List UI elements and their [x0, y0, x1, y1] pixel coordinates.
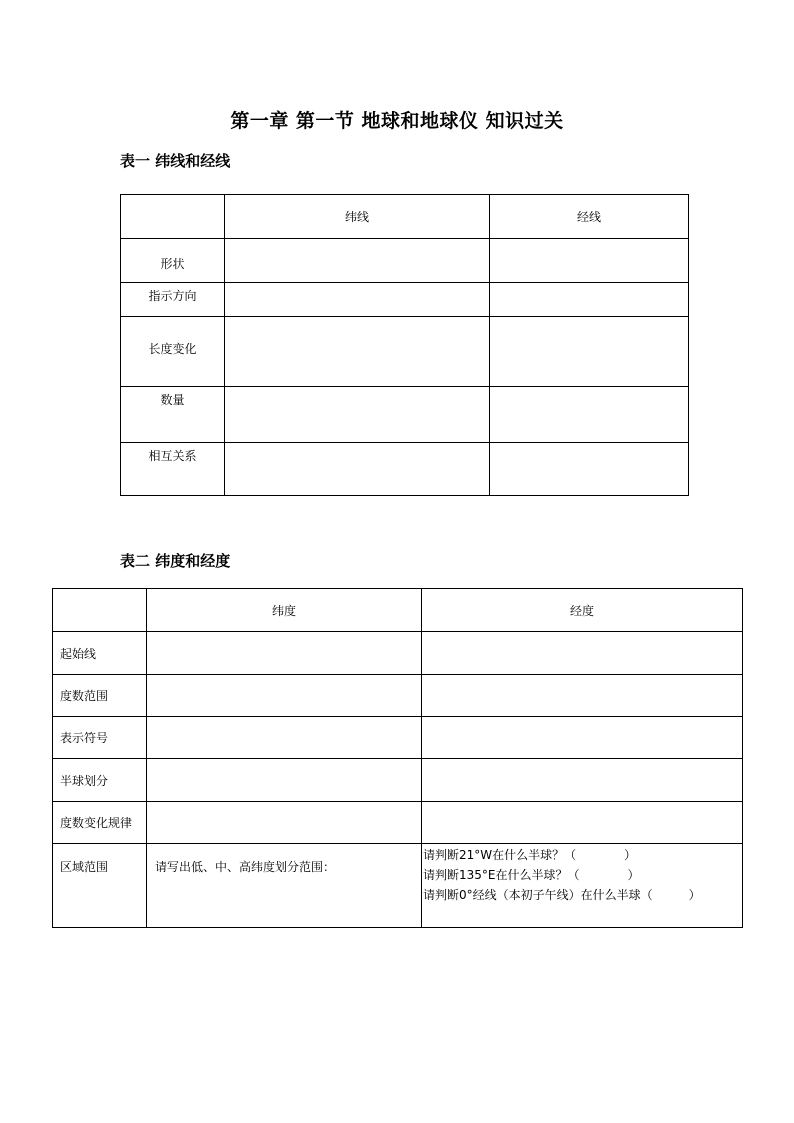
table-header-row	[53, 589, 743, 632]
answer-cell[interactable]	[422, 759, 743, 802]
table-row	[121, 239, 689, 283]
row-label: 长度变化	[121, 317, 225, 387]
answer-cell[interactable]	[225, 283, 490, 317]
answer-cell[interactable]	[422, 844, 743, 928]
answer-cell[interactable]	[490, 239, 689, 283]
row-label: 相互关系	[121, 443, 225, 496]
table-header-cell	[121, 195, 225, 239]
table-row	[53, 632, 743, 675]
answer-cell[interactable]	[490, 317, 689, 387]
table-header-row	[121, 195, 689, 239]
row-label: 区域范围	[53, 844, 147, 928]
answer-cell[interactable]	[147, 802, 422, 844]
table-row	[121, 283, 689, 317]
table-row	[53, 675, 743, 717]
answer-cell[interactable]	[490, 387, 689, 443]
row-label: 半球划分	[53, 759, 147, 802]
answer-cell[interactable]	[147, 632, 422, 675]
latitude-division-prompt: 请写出低、中、高纬度划分范围：	[155, 860, 336, 874]
table-row	[53, 844, 743, 928]
row-label: 起始线	[53, 632, 147, 675]
hemisphere-question: 请判断135°E在什么半球？（ ）	[423, 868, 640, 882]
table-header-cell: 经度	[422, 589, 743, 632]
page-title: 第一章 第一节 地球和地球仪 知识过关	[230, 110, 564, 132]
answer-cell[interactable]	[490, 443, 689, 496]
row-label: 形状	[121, 239, 225, 283]
table-header-cell: 经线	[490, 195, 689, 239]
row-label: 表示符号	[53, 717, 147, 759]
answer-cell[interactable]	[225, 317, 490, 387]
answer-cell[interactable]	[147, 675, 422, 717]
table-row	[121, 443, 689, 496]
row-label: 指示方向	[121, 283, 225, 317]
row-label: 度数变化规律	[53, 802, 147, 844]
table-row	[53, 802, 743, 844]
row-label: 度数范围	[53, 675, 147, 717]
table-header-cell: 纬线	[225, 195, 490, 239]
answer-cell[interactable]	[422, 675, 743, 717]
table-header-cell: 纬度	[147, 589, 422, 632]
answer-cell[interactable]	[147, 717, 422, 759]
hemisphere-question: 请判断0°经线（本初子午线）在什么半球（ ）	[423, 888, 701, 902]
table1-caption: 表一 纬线和经线	[120, 152, 231, 170]
table-row	[121, 387, 689, 443]
latitude-longitude-lines-table	[120, 194, 689, 496]
hemisphere-question: 请判断21°W在什么半球？（ ）	[423, 848, 637, 862]
latitude-longitude-degrees-table	[52, 588, 743, 928]
answer-cell[interactable]	[422, 802, 743, 844]
table-header-cell	[53, 589, 147, 632]
table-row	[121, 317, 689, 387]
row-label: 数量	[121, 387, 225, 443]
answer-cell[interactable]	[225, 239, 490, 283]
table2-caption: 表二 纬度和经度	[120, 552, 231, 570]
answer-cell[interactable]	[225, 443, 490, 496]
answer-cell[interactable]	[225, 387, 490, 443]
answer-cell[interactable]	[147, 844, 422, 928]
answer-cell[interactable]	[147, 759, 422, 802]
answer-cell[interactable]	[422, 717, 743, 759]
answer-cell[interactable]	[422, 632, 743, 675]
table-row	[53, 759, 743, 802]
answer-cell[interactable]	[490, 283, 689, 317]
table-row	[53, 717, 743, 759]
